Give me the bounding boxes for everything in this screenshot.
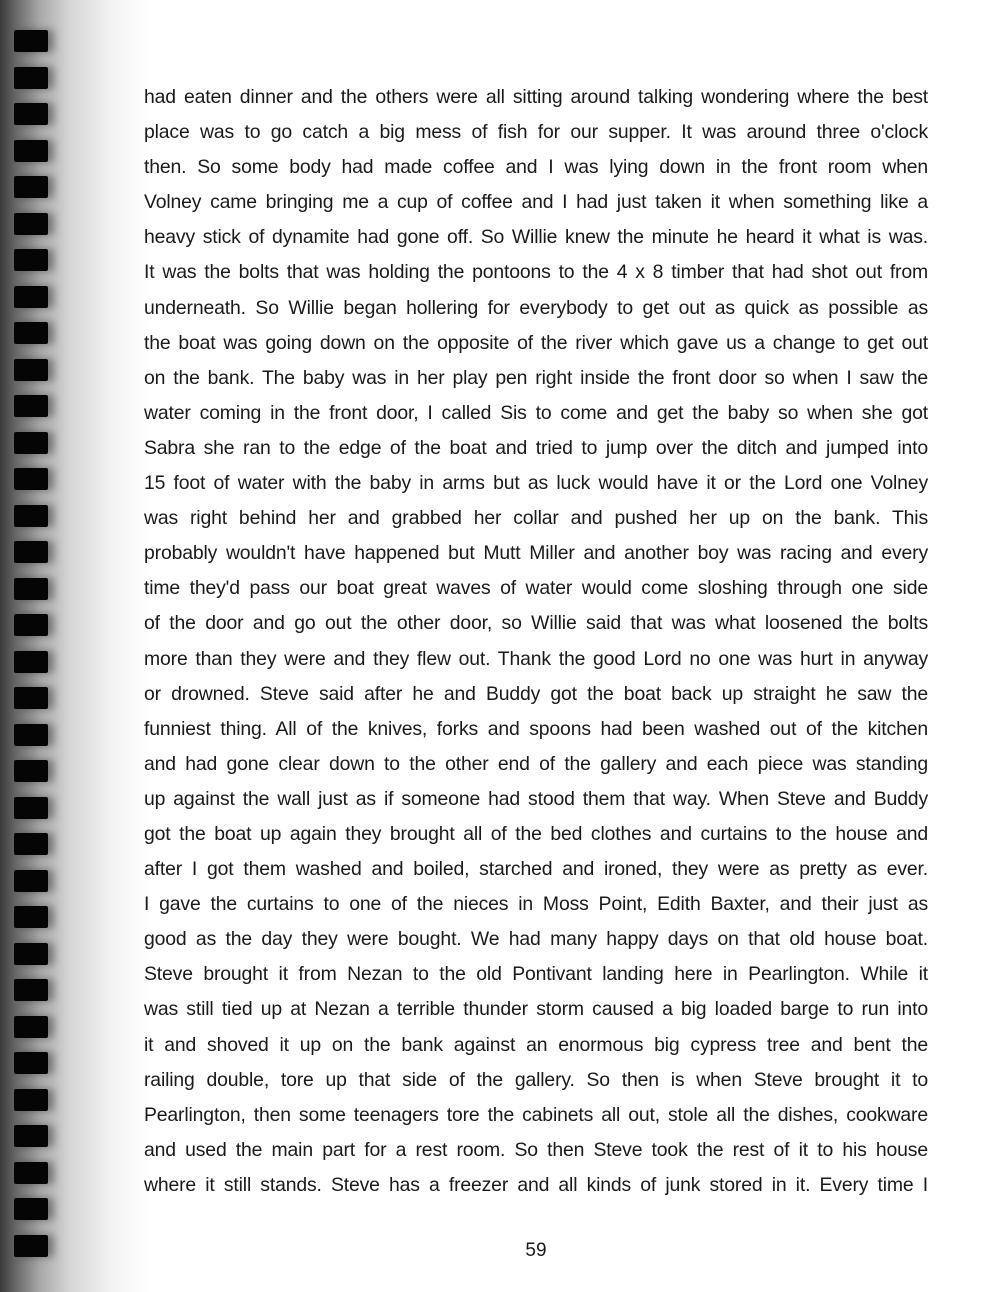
binding-hole xyxy=(14,797,48,819)
text-line: time they'd pass our boat great waves of water would come sloshing through one side xyxy=(144,577,928,600)
spiral-binding-holes xyxy=(14,0,54,1292)
binding-hole xyxy=(14,322,48,344)
binding-hole xyxy=(14,906,48,928)
text-line: Steve brought it from Nezan to the old Pontivant landing here in Pearlington. While it xyxy=(144,963,928,986)
text-line: of the door and go out the other door, so Willie said that was what loosened the bolts xyxy=(144,612,928,635)
binding-hole xyxy=(14,614,48,636)
text-line: water coming in the front door, I called Sis to come and get the baby so when she got xyxy=(144,401,928,424)
binding-hole xyxy=(14,833,48,855)
binding-hole xyxy=(14,687,48,709)
binding-hole xyxy=(14,1016,48,1038)
binding-hole xyxy=(14,395,48,417)
text-line: after I got them washed and boiled, starched and ironed, they were as pretty as ever. xyxy=(144,858,928,881)
page-number: 59 xyxy=(525,1240,547,1261)
binding-hole xyxy=(14,286,48,308)
binding-hole xyxy=(14,760,48,782)
binding-hole xyxy=(14,578,48,600)
binding-hole xyxy=(14,979,48,1001)
binding-hole xyxy=(14,1198,48,1220)
binding-hole xyxy=(14,651,48,673)
text-line: it and shoved it up on the bank against an enormous big cypress tree and bent the xyxy=(144,1033,928,1056)
text-line: funniest thing. All of the knives, forks and spoons had been washed out of the kitchen xyxy=(144,717,928,740)
text-line: Pearlington, then some teenagers tore the cabinets all out, stole all the dishes, cookware xyxy=(144,1103,928,1126)
binding-hole xyxy=(14,359,48,381)
binding-hole xyxy=(14,505,48,527)
page-body-text xyxy=(144,80,928,1203)
text-line: on the bank. The baby was in her play pen right inside the front door so when I saw the xyxy=(144,366,928,389)
text-line: or drowned. Steve said after he and Buddy got the boat back up straight he saw the xyxy=(144,682,928,705)
text-line: place was to go catch a big mess of fish for our supper. It was around three o'clock xyxy=(144,121,928,144)
text-line: probably wouldn't have happened but Mutt Miller and another boy was racing and every xyxy=(144,542,928,565)
text-line: and used the main part for a rest room. So then Steve took the rest of it to his house xyxy=(144,1138,928,1161)
text-line: was still tied up at Nezan a terrible thunder storm caused a big loaded barge to run into xyxy=(144,998,928,1021)
text-line: the boat was going down on the opposite of the river which gave us a change to get out xyxy=(144,331,928,354)
binding-hole xyxy=(14,468,48,490)
text-line: Volney came bringing me a cup of coffee and I had just taken it when something like a xyxy=(144,191,928,214)
text-line: where it still stands. Steve has a freezer and all kinds of junk stored in it. Every time I xyxy=(144,1173,928,1196)
text-line: railing double, tore up that side of the gallery. So then is when Steve brought it to xyxy=(144,1068,928,1091)
binding-hole xyxy=(14,943,48,965)
text-line: It was the bolts that was holding the pontoons to the 4 x 8 timber that had shot out from xyxy=(144,261,928,284)
binding-hole xyxy=(14,103,48,125)
text-line: underneath. So Willie began hollering for everybody to get out as quick as possible as xyxy=(144,296,928,319)
text-line: good as the day they were bought. We had many happy days on that old house boat. xyxy=(144,928,928,951)
text-line: more than they were and they flew out. Thank the good Lord no one was hurt in anyway xyxy=(144,647,928,670)
binding-hole xyxy=(14,724,48,746)
binding-hole xyxy=(14,213,48,235)
text-line: and had gone clear down to the other end of the gallery and each piece was standing xyxy=(144,752,928,775)
text-line: up against the wall just as if someone had stood them that way. When Steve and Buddy xyxy=(144,787,928,810)
binding-hole xyxy=(14,541,48,563)
binding-hole xyxy=(14,30,48,52)
binding-hole xyxy=(14,1052,48,1074)
text-line: got the boat up again they brought all of the bed clothes and curtains to the house and xyxy=(144,822,928,845)
binding-hole xyxy=(14,1089,48,1111)
text-line: was right behind her and grabbed her collar and pushed her up on the bank. This xyxy=(144,507,928,530)
text-line: had eaten dinner and the others were all sitting around talking wondering where the best xyxy=(144,86,928,108)
binding-hole xyxy=(14,1162,48,1184)
text-line: 15 foot of water with the baby in arms but as luck would have it or the Lord one Volney xyxy=(144,472,928,495)
binding-hole xyxy=(14,432,48,454)
text-line: I gave the curtains to one of the nieces in Moss Point, Edith Baxter, and their just as xyxy=(144,893,928,916)
binding-hole xyxy=(14,67,48,89)
text-line: then. So some body had made coffee and I was lying down in the front room when xyxy=(144,156,928,179)
text-line: Sabra she ran to the edge of the boat and tried to jump over the ditch and jumped into xyxy=(144,436,928,459)
binding-hole xyxy=(14,1125,48,1147)
binding-hole xyxy=(14,176,48,198)
binding-hole xyxy=(14,249,48,271)
binding-hole xyxy=(14,870,48,892)
binding-hole xyxy=(14,140,48,162)
text-line: heavy stick of dynamite had gone off. So Willie knew the minute he heard it what is was. xyxy=(144,226,928,249)
